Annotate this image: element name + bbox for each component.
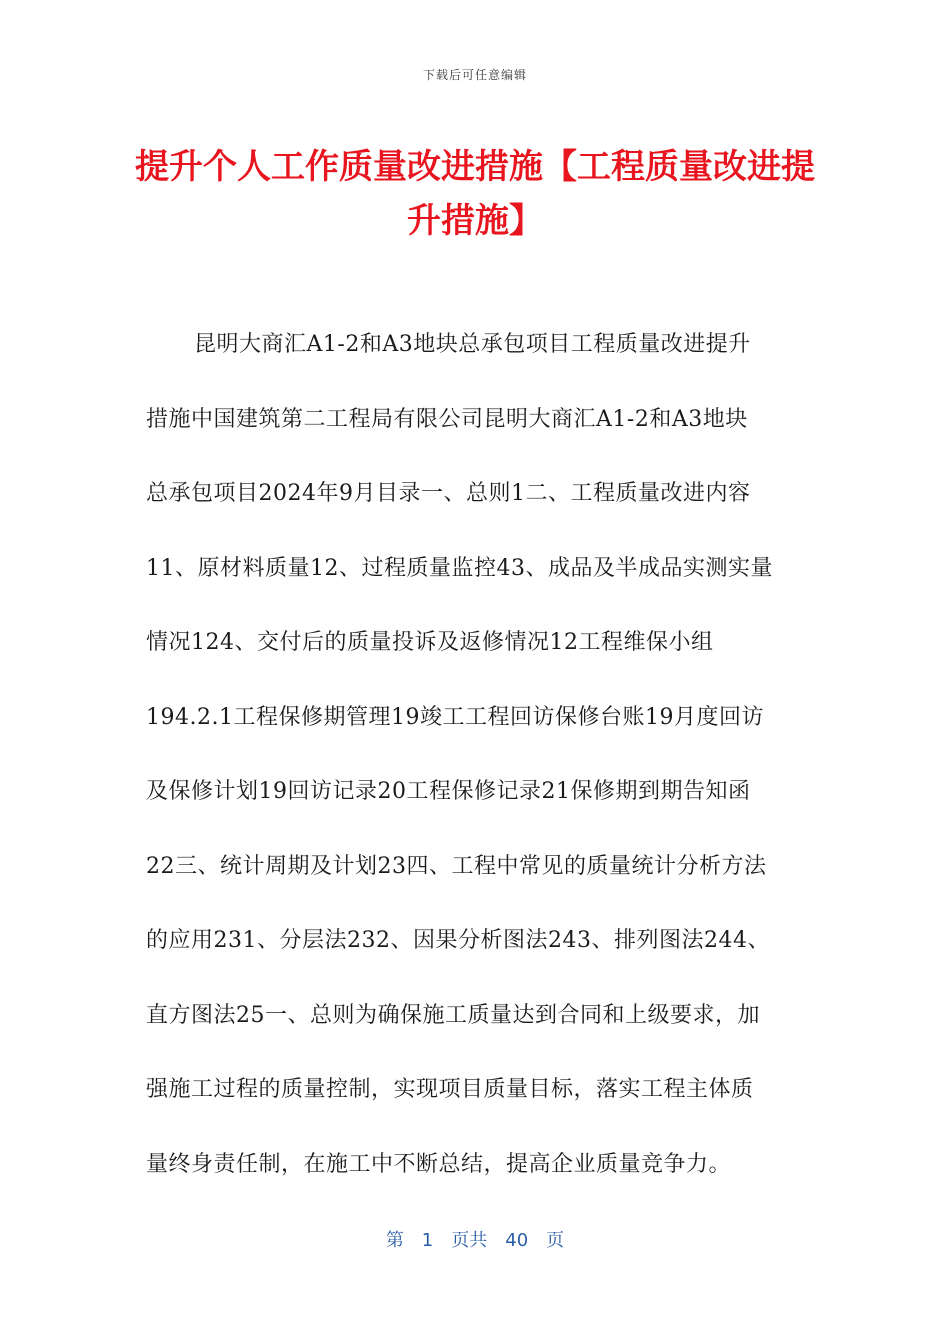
paragraph-line: 194.2.1工程保修期管理19竣工工程回访保修台账19月度回访	[146, 704, 764, 730]
paragraph-line: 11、原材料质量12、过程质量监控43、成品及半成品实测实量	[146, 555, 773, 581]
paragraph-line: 总承包项目2024年9月目录一、总则1二、工程质量改进内容	[146, 481, 751, 506]
paragraph-line: 情况124、交付后的质量投诉及返修情况12工程维保小组	[146, 630, 714, 655]
page-number-footer: 第 1 页共 40 页	[385, 1230, 565, 1251]
paragraph-line: 昆明大商汇A1-2和A3地块总承包项目工程质量改进提升	[194, 332, 751, 357]
paragraph-line: 及保修计划19回访记录20工程保修记录21保修期到期告知函	[146, 779, 751, 804]
paragraph-line: 直方图法25一、总则为确保施工质量达到合同和上级要求，加	[146, 1002, 760, 1028]
paragraph-line: 量终身责任制，在施工中不断总结，提高企业质量竞争力。	[146, 1151, 732, 1177]
paragraph-line: 强施工过程的质量控制，实现项目质量目标，落实工程主体质	[146, 1077, 754, 1102]
paragraph-line: 22三、统计周期及计划23四、工程中常见的质量统计分析方法	[146, 853, 767, 879]
paragraph-line: 的应用231、分层法232、因果分析图法243、排列图法244、	[146, 928, 770, 953]
paragraph-line: 措施中国建筑第二工程局有限公司昆明大商汇A1-2和A3地块	[146, 406, 748, 432]
header-note: 下载后可任意编辑	[422, 68, 527, 82]
body-paragraph	[146, 325, 806, 1219]
document-title: 提升个人工作质量改进措施【工程质量改进提升措施】	[135, 147, 815, 241]
